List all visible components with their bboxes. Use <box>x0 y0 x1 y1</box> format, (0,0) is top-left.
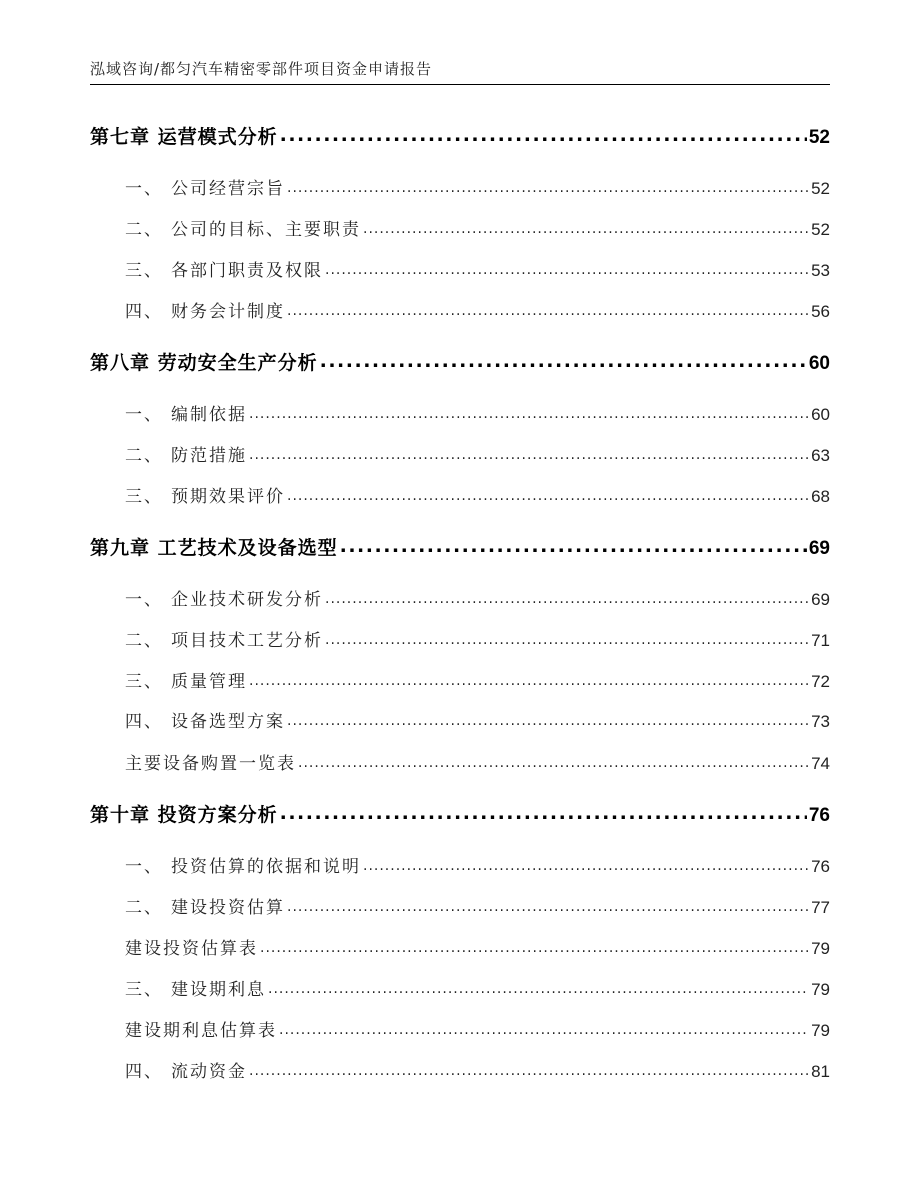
toc-dot-leader <box>249 670 809 690</box>
toc-page-number: 74 <box>811 754 830 773</box>
toc-page-number: 63 <box>811 446 830 465</box>
toc-entry-label <box>90 533 338 560</box>
toc-entry-label <box>125 174 285 199</box>
toc-page-number: 52 <box>811 179 830 198</box>
toc-page-number: 79 <box>811 1021 830 1040</box>
toc-dot-leader <box>320 350 807 372</box>
toc-entry-title: 建设投资估算 <box>171 898 285 918</box>
toc-page-number: 71 <box>811 631 830 650</box>
toc-entry-title: 第八章 劳动安全生产分析 <box>90 352 318 374</box>
toc-dot-leader <box>249 444 809 464</box>
toc-page-number: 69 <box>811 590 830 609</box>
toc-dot-leader <box>249 403 809 423</box>
toc-section-entry[interactable] <box>125 1057 830 1082</box>
page-header: 泓域咨询/都匀汽车精密零部件项目资金申请报告 <box>90 60 433 78</box>
toc-entry-title: 主要设备购置一览表 <box>125 754 296 774</box>
toc-entry-title: 预期效果评价 <box>171 487 285 507</box>
toc-entry-number: 一、 <box>125 590 163 610</box>
toc-dot-leader <box>363 218 809 238</box>
toc-entry-label <box>125 1016 277 1041</box>
toc-entry-number: 一、 <box>125 857 163 877</box>
toc-entry-number: 三、 <box>125 261 163 281</box>
toc-entry-label <box>125 297 285 322</box>
toc-entry-title: 公司经营宗旨 <box>171 179 285 199</box>
toc-dot-leader <box>287 300 809 320</box>
toc-entry-number: 一、 <box>125 405 163 425</box>
toc-chapter-entry[interactable] <box>90 348 830 375</box>
toc-entry-title: 设备选型方案 <box>171 712 285 732</box>
toc-entry-label <box>90 800 278 827</box>
toc-page-number: 76 <box>811 857 830 876</box>
toc-page-number: 53 <box>811 261 830 280</box>
toc-entry-title: 质量管理 <box>171 672 247 692</box>
toc-entry-title: 防范措施 <box>171 446 247 466</box>
toc-entry-label <box>125 975 266 1000</box>
toc-section-entry[interactable] <box>125 975 830 1000</box>
toc-section-entry[interactable] <box>125 1016 830 1041</box>
toc-entry-title: 编制依据 <box>171 405 247 425</box>
toc-section-entry[interactable] <box>125 626 830 651</box>
toc-page-number: 72 <box>811 672 830 691</box>
toc-entry-number: 二、 <box>125 898 163 918</box>
toc-dot-leader <box>298 752 809 772</box>
toc-chapter-entry[interactable] <box>90 122 830 149</box>
toc-entry-label <box>125 215 361 240</box>
toc-page-number: 52 <box>808 127 830 148</box>
toc-entry-number: 二、 <box>125 631 163 651</box>
toc-dot-leader <box>325 259 809 279</box>
toc-entry-label <box>125 1057 247 1082</box>
toc-entry-label <box>90 348 318 375</box>
toc-entry-label <box>125 482 285 507</box>
toc-dot-leader <box>287 177 809 197</box>
toc-entry-label <box>90 122 278 149</box>
toc-page-number: 52 <box>811 220 830 239</box>
toc-page-number: 73 <box>811 712 830 731</box>
toc-page-number: 81 <box>811 1062 830 1081</box>
toc-entry-title: 第九章 工艺技术及设备选型 <box>90 537 338 559</box>
toc-entry-title: 第七章 运营模式分析 <box>90 126 278 148</box>
toc-entry-title: 第十章 投资方案分析 <box>90 804 278 826</box>
toc-page-number: 79 <box>811 980 830 999</box>
toc-entry-number: 四、 <box>125 712 163 732</box>
toc-dot-leader <box>287 896 809 916</box>
toc-dot-leader <box>363 855 809 875</box>
toc-page-number: 60 <box>808 353 830 374</box>
toc-entry-label <box>125 934 258 959</box>
toc-entry-title: 流动资金 <box>171 1062 247 1082</box>
toc-dot-leader <box>325 588 809 608</box>
toc-entry-label <box>125 707 285 732</box>
toc-page-number: 68 <box>811 487 830 506</box>
toc-entry-title: 企业技术研发分析 <box>171 590 323 610</box>
toc-entry-title: 建设期利息 <box>171 980 266 1000</box>
toc-entry-label <box>125 749 296 774</box>
toc-dot-leader <box>340 535 807 557</box>
toc-entry-number: 二、 <box>125 220 163 240</box>
toc-section-entry[interactable] <box>125 482 830 507</box>
toc-entry-number: 三、 <box>125 980 163 1000</box>
toc-page-number: 77 <box>811 898 830 917</box>
toc-entry-title: 投资估算的依据和说明 <box>171 857 361 877</box>
toc-dot-leader <box>279 1019 809 1039</box>
toc-entry-title: 各部门职责及权限 <box>171 261 323 281</box>
toc-dot-leader <box>280 802 807 824</box>
toc-entry-number: 三、 <box>125 487 163 507</box>
toc-entry-number: 三、 <box>125 672 163 692</box>
toc-entry-title: 建设投资估算表 <box>125 939 258 959</box>
toc-dot-leader <box>287 710 809 730</box>
toc-entry-title: 项目技术工艺分析 <box>171 631 323 651</box>
toc-entry-label <box>125 400 247 425</box>
toc-dot-leader <box>249 1060 809 1080</box>
toc-section-entry[interactable] <box>125 215 830 240</box>
toc-section-entry[interactable] <box>125 934 830 959</box>
toc-entry-label <box>125 893 285 918</box>
toc-entry-title: 财务会计制度 <box>171 302 285 322</box>
toc-entry-number: 二、 <box>125 446 163 466</box>
toc-entry-number: 四、 <box>125 1062 163 1082</box>
toc-page-number: 60 <box>811 405 830 424</box>
toc-section-entry[interactable] <box>125 297 830 322</box>
toc-dot-leader <box>260 937 809 957</box>
toc-section-entry[interactable] <box>125 707 830 732</box>
toc-section-entry[interactable] <box>125 667 830 692</box>
toc-entry-label <box>125 585 323 610</box>
toc-dot-leader <box>280 124 807 146</box>
toc-section-entry[interactable] <box>125 441 830 466</box>
toc-page-number: 79 <box>811 939 830 958</box>
toc-dot-leader <box>287 485 809 505</box>
toc-entry-title: 公司的目标、主要职责 <box>171 220 361 240</box>
toc-entry-title: 建设期利息估算表 <box>125 1021 277 1041</box>
toc-page-number: 69 <box>808 538 830 559</box>
toc-section-entry[interactable] <box>125 893 830 918</box>
toc-entry-label <box>125 667 247 692</box>
toc-section-entry[interactable] <box>125 749 830 774</box>
toc-section-entry[interactable] <box>125 585 830 610</box>
toc-entry-label <box>125 626 323 651</box>
toc-dot-leader <box>268 978 809 998</box>
toc-section-entry[interactable] <box>125 256 830 281</box>
toc-entry-label <box>125 256 323 281</box>
toc-dot-leader <box>325 629 809 649</box>
toc-page-number: 56 <box>811 302 830 321</box>
toc-section-entry[interactable] <box>125 852 830 877</box>
toc-entry-number: 四、 <box>125 302 163 322</box>
toc-chapter-entry[interactable] <box>90 800 830 827</box>
toc-entry-label <box>125 852 361 877</box>
toc-entry-label <box>125 441 247 466</box>
toc-page-number: 76 <box>808 805 830 826</box>
toc-section-entry[interactable] <box>125 174 830 199</box>
toc-entry-number: 一、 <box>125 179 163 199</box>
toc-chapter-entry[interactable] <box>90 533 830 560</box>
header-rule <box>90 84 830 85</box>
toc-section-entry[interactable] <box>125 400 830 425</box>
